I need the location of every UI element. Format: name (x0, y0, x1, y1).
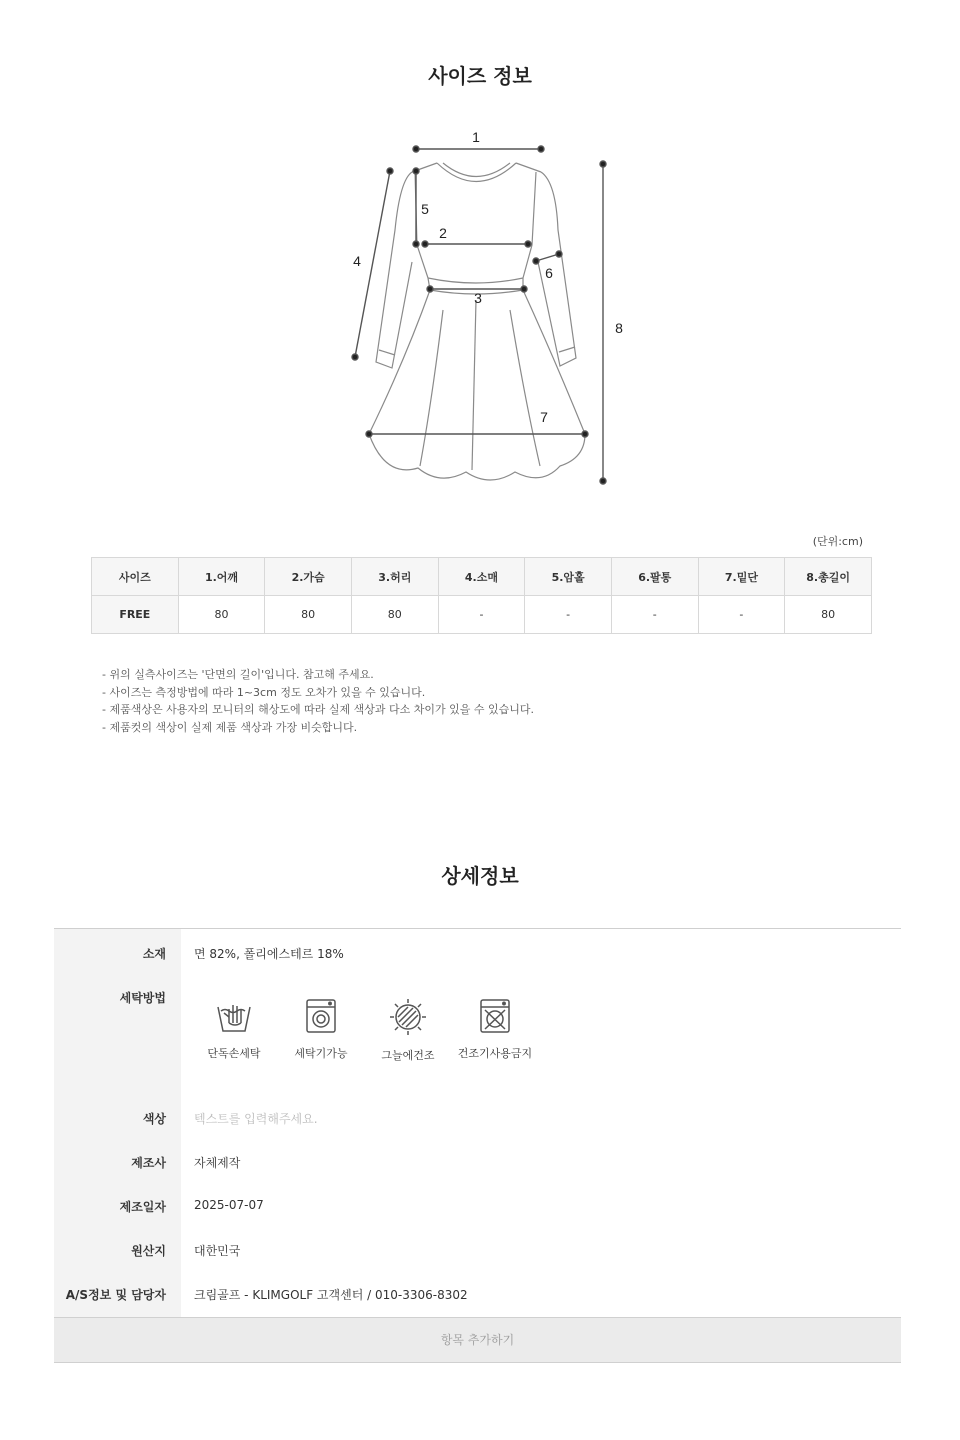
wash-item-label: 세탁기가능 (294, 1047, 348, 1060)
size-table (91, 557, 872, 634)
color-label: 색상 (142, 1112, 166, 1126)
origin-label: 원산지 (131, 1244, 166, 1258)
header-shoulder: 1.어깨 (178, 558, 265, 596)
table-cell: 80 (178, 596, 265, 634)
origin-value: 대한민국 (194, 1244, 241, 1258)
note-item: - 제품컷의 색상이 실제 제품 색상과 가장 비슷합니다. (102, 720, 358, 734)
machine-wash-icon (302, 997, 340, 1035)
header-total-length: 8.총길이 (785, 558, 872, 596)
as-info-label: A/S정보 및 담당자 (65, 1288, 166, 1302)
table-cell: 80 (351, 596, 438, 634)
wash-item-hand (189, 997, 279, 1061)
diagram-label-4: 4 (353, 253, 361, 269)
header-armhole: 5.암홀 (525, 558, 612, 596)
no-tumble-dry-icon (476, 997, 514, 1035)
wash-item-label: 건조기사용금지 (457, 1047, 533, 1060)
header-waist: 3.허리 (351, 558, 438, 596)
diagram-label-8: 8 (615, 320, 623, 336)
diagram-label-1: 1 (472, 129, 480, 145)
shade-dry-icon (388, 997, 428, 1037)
table-cell: 80 (265, 596, 352, 634)
wash-item-label: 단독손세탁 (207, 1047, 261, 1060)
unit-note: (단위:cm) (812, 535, 863, 548)
table-cell: - (438, 596, 525, 634)
wash-item-no-dryer (450, 997, 540, 1061)
table-cell: - (698, 596, 785, 634)
diagram-label-7: 7 (540, 409, 548, 425)
wash-item-label: 그늘에건조 (381, 1049, 435, 1062)
dress-outline (369, 163, 585, 480)
diagram-label-2: 2 (439, 225, 447, 241)
table-row (92, 596, 872, 634)
dress-measurement-diagram (320, 110, 660, 500)
color-input[interactable]: 텍스트를 입력해주세요. (194, 1112, 318, 1126)
date-label: 제조일자 (119, 1200, 166, 1214)
washing-label: 세탁방법 (119, 991, 166, 1005)
detail-info-title: 상세정보 (441, 864, 519, 888)
note-item: - 제품색상은 사용자의 모니터의 해상도에 따라 실제 색상과 다소 차이가 있을 수 있습니다. (102, 703, 534, 717)
material-value: 면 82%, 폴리에스테르 18% (194, 947, 344, 961)
diagram-label-3: 3 (474, 290, 482, 306)
table-cell: - (611, 596, 698, 634)
header-sleeve: 4.소매 (438, 558, 525, 596)
hand-wash-icon (215, 997, 253, 1035)
diagram-label-6: 6 (545, 265, 553, 281)
note-item: - 사이즈는 측정방법에 따라 1~3cm 정도 오차가 있을 수 있습니다. (102, 685, 426, 699)
diagram-label-5: 5 (421, 201, 429, 217)
detail-table (54, 928, 901, 1362)
table-cell: - (525, 596, 612, 634)
date-value: 2025-07-07 (194, 1198, 264, 1212)
header-size: 사이즈 (92, 558, 179, 596)
table-cell: 80 (785, 596, 872, 634)
size-notes (102, 666, 534, 736)
size-free: FREE (92, 596, 179, 634)
header-hem: 7.밑단 (698, 558, 785, 596)
measurement-lines (352, 146, 606, 484)
material-label: 소재 (142, 947, 166, 961)
note-item: - 위의 실측사이즈는 '단면의 길이'입니다. 참고해 주세요. (102, 668, 374, 681)
wash-item-shade (363, 997, 453, 1063)
size-table-header-row (92, 558, 872, 596)
header-chest: 2.가슴 (265, 558, 352, 596)
size-info-title: 사이즈 정보 (428, 64, 532, 88)
manufacturer-value: 자체제작 (194, 1156, 241, 1170)
header-arm-width: 6.팔통 (611, 558, 698, 596)
add-item-button[interactable]: 항목 추가하기 (54, 1317, 901, 1363)
wash-item-machine (276, 997, 366, 1061)
manufacturer-label: 제조사 (131, 1156, 166, 1170)
as-info-value: 크림골프 - KLIMGOLF 고객센터 / 010-3306-8302 (194, 1288, 468, 1302)
